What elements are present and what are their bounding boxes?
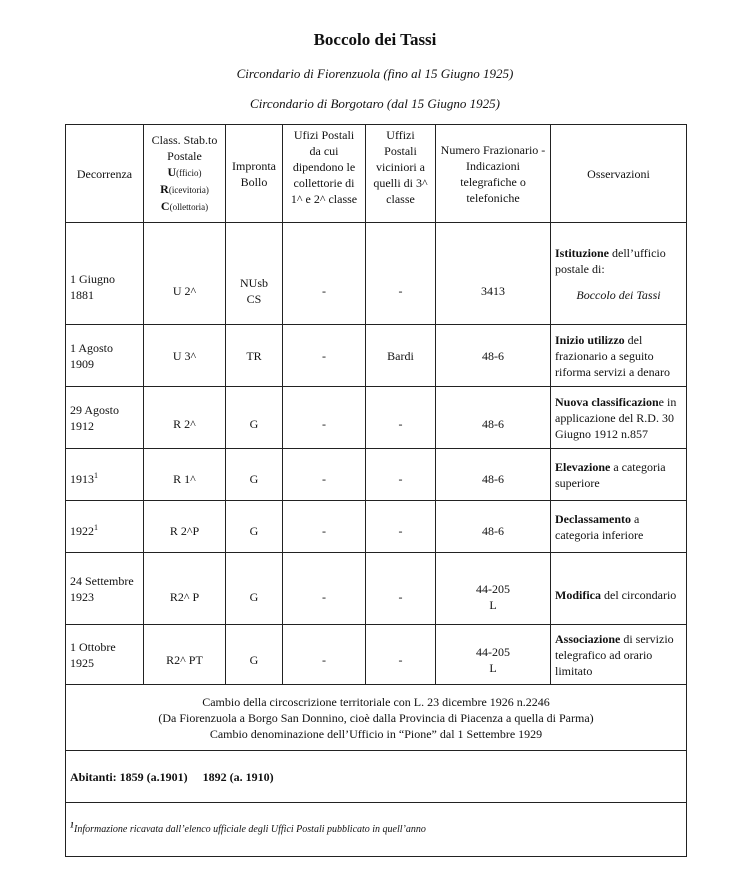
header-classificazione <box>144 125 226 223</box>
cell-classe: R 2^P <box>144 501 226 553</box>
cell-classe: R 1^ <box>144 449 226 501</box>
obs-bold: Declassamento <box>555 511 631 526</box>
cell-impronta: G <box>226 449 283 501</box>
obs-text: del circondario <box>601 587 677 602</box>
footnote-text: Informazione ricavata dall’elenco ufficiale degli Uffici Postali pubblicato in quell’anno <box>74 823 426 835</box>
cell-impronta: G <box>226 553 283 625</box>
cell-osservazioni <box>551 325 687 387</box>
cell-impronta-line2: CS <box>246 291 262 306</box>
header-class-u: U <box>167 165 177 179</box>
cell-impronta <box>226 223 283 325</box>
cell-classe: R2^ PT <box>144 625 226 685</box>
cell-ufizi: - <box>283 223 366 325</box>
obs-bold: Nuova classificazion <box>555 394 659 409</box>
abitanti-text: Abitanti: 1859 (a.1901) 1892 (a. 1910) <box>66 751 687 803</box>
table-row <box>66 553 687 625</box>
obs-bold: Istituzione <box>555 245 609 260</box>
header-decorrenza: Decorrenza <box>66 125 144 223</box>
footer-line: Cambio denominazione dell’Ufficio in “Pione” dal 1 Settembre 1929 <box>209 726 543 741</box>
cell-classe: U 2^ <box>144 223 226 325</box>
footnote-ref: 1 <box>94 470 98 480</box>
cell-impronta: G <box>226 501 283 553</box>
footnote-marker: 1 <box>70 820 74 830</box>
cell-ufizi: - <box>283 325 366 387</box>
cell-classe: R 2^ <box>144 387 226 449</box>
cell-uffizi: - <box>366 449 436 501</box>
obs-italic: Boccolo dei Tassi <box>576 287 661 302</box>
header-class-u-small: (fficio) <box>176 168 202 178</box>
cell-decorrenza: 1 Agosto 1909 <box>66 325 144 387</box>
cell-uffizi: - <box>366 501 436 553</box>
table-header-row <box>66 125 687 223</box>
cell-numero: 3413 <box>436 223 551 325</box>
cell-numero <box>436 553 551 625</box>
header-class-c: C <box>160 199 170 213</box>
obs-text: a categoria inferiore <box>555 511 644 542</box>
cell-impronta: G <box>226 387 283 449</box>
obs-bold: Inizio utilizzo <box>555 332 625 347</box>
cell-classe: R2^ P <box>144 553 226 625</box>
obs-bold: Elevazione <box>555 459 611 474</box>
table-row <box>66 501 687 553</box>
cell-osservazioni <box>551 501 687 553</box>
footer-row <box>66 685 687 751</box>
abitanti-row <box>66 751 687 803</box>
header-class-r: R <box>160 182 169 196</box>
cell-uffizi: Bardi <box>366 325 436 387</box>
cell-decorrenza-text: 1913 <box>70 471 94 486</box>
territorial-change-notes <box>66 685 687 751</box>
header-class-line1: Class. Stab.to <box>151 133 218 147</box>
cell-ufizi: - <box>283 501 366 553</box>
header-osservazioni: Osservazioni <box>551 125 687 223</box>
obs-text: a categoria superiore <box>555 459 666 490</box>
cell-classe: U 3^ <box>144 325 226 387</box>
cell-osservazioni <box>551 223 687 325</box>
header-numero-frazionario: Numero Frazionario - Indicazioni telegrafiche o telefoniche <box>436 125 551 223</box>
cell-decorrenza: 24 Settembre 1923 <box>66 553 144 625</box>
cell-numero: 48-6 <box>436 501 551 553</box>
footer-line: (Da Fiorenzuola a Borgo San Donnino, cioè dalla Provincia di Piacenza a quella di Parma) <box>158 710 594 725</box>
footer-line: Cambio della circoscrizione territoriale con L. 23 dicembre 1926 n.2246 <box>202 694 550 709</box>
cell-ufizi: - <box>283 553 366 625</box>
table-row <box>66 625 687 685</box>
cell-decorrenza: 29 Agosto 1912 <box>66 387 144 449</box>
cell-decorrenza: 1 Ottobre 1925 <box>66 625 144 685</box>
obs-bold: Associazione <box>555 631 621 646</box>
header-class-c-small: (ollettoria) <box>169 202 209 212</box>
cell-impronta: G <box>226 625 283 685</box>
header-ufizi-postali: Ufizi Postali da cui dipendono le collettorie di 1^ e 2^ classe <box>283 125 366 223</box>
cell-numero: 48-6 <box>436 387 551 449</box>
obs-text: e in applicazione del R.D. 30 Giugno 1912 n.857 <box>555 394 677 441</box>
obs-text: di servizio telegrafico ad orario limitato <box>555 631 674 678</box>
cell-osservazioni <box>551 387 687 449</box>
cell-decorrenza <box>66 449 144 501</box>
header-class-line2: Postale <box>167 149 202 163</box>
cell-impronta: TR <box>226 325 283 387</box>
table-row <box>66 387 687 449</box>
footnote <box>66 803 687 857</box>
header-impronta-bollo: Impronta Bollo <box>226 125 283 223</box>
obs-bold: Modifica <box>555 587 601 602</box>
header-uffizi-viciniori: Uffizi Postali viciniori a quelli di 3^ classe <box>366 125 436 223</box>
header-class-r-small: (icevitoria) <box>168 185 209 195</box>
page-title: Boccolo dei Tassi <box>313 30 437 49</box>
cell-uffizi: - <box>366 387 436 449</box>
table-row <box>66 223 687 325</box>
postal-history-table <box>65 124 687 857</box>
cell-ufizi: - <box>283 625 366 685</box>
cell-impronta-line1: NUsb <box>239 275 268 290</box>
cell-uffizi: - <box>366 625 436 685</box>
cell-decorrenza-text: 1922 <box>70 523 94 538</box>
obs-text: dell’ufficio postale di: <box>555 245 666 276</box>
cell-ufizi: - <box>283 449 366 501</box>
cell-numero-line1: 44-205 <box>476 644 510 659</box>
cell-ufizi: - <box>283 387 366 449</box>
subtitle-circondario-fiorenzuola: Circondario di Fiorenzuola (fino al 15 Giugno 1925) <box>236 66 514 81</box>
cell-numero <box>436 625 551 685</box>
cell-osservazioni <box>551 449 687 501</box>
cell-osservazioni <box>551 553 687 625</box>
table-row <box>66 325 687 387</box>
table-row <box>66 449 687 501</box>
cell-osservazioni <box>551 625 687 685</box>
cell-numero-line2: L <box>489 660 497 675</box>
footnote-ref: 1 <box>94 522 98 532</box>
cell-uffizi: - <box>366 223 436 325</box>
note-row <box>66 803 687 857</box>
subtitle-circondario-borgotaro: Circondario di Borgotaro (dal 15 Giugno 1925) <box>250 96 500 111</box>
cell-numero-line2: L <box>489 597 497 612</box>
cell-numero-line1: 44-205 <box>476 581 510 596</box>
cell-numero: 48-6 <box>436 449 551 501</box>
cell-decorrenza: 1 Giugno 1881 <box>66 223 144 325</box>
cell-uffizi: - <box>366 553 436 625</box>
cell-decorrenza <box>66 501 144 553</box>
obs-text: del frazionario a seguito riforma servizi a denaro <box>555 332 670 379</box>
cell-numero: 48-6 <box>436 325 551 387</box>
